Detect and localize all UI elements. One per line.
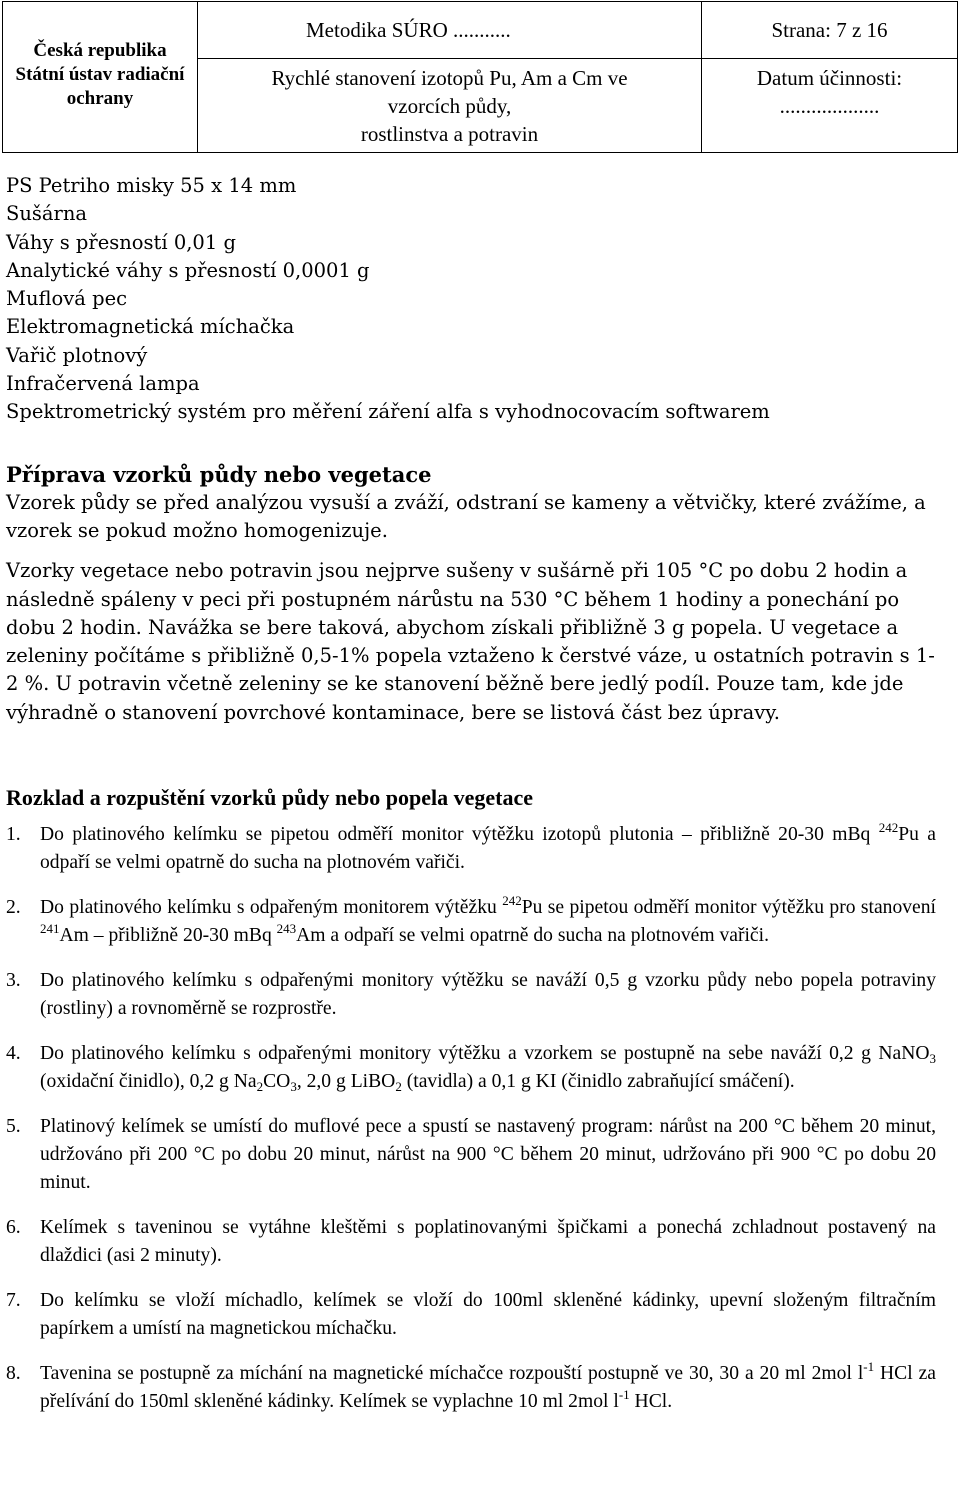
equipment-item: Analytické váhy s přesností 0,0001 g (6, 258, 370, 282)
prep-paragraph-1: Vzorek půdy se před analýzou vysuší a zváží, odstraní se kameny a větvičky, které zvážíme, a vzorek se pokud možno homogenizuje. (6, 490, 926, 542)
step-number: 8. (6, 1363, 21, 1385)
equipment-item: Sušárna (6, 202, 88, 226)
org-line-2: Státní ústav radiační (15, 64, 185, 85)
method-line-2: vzorcích půdy, (387, 94, 512, 118)
procedure-step: 7. Do kelímku se vloží míchadlo, kelímek se vloží do 100ml skleněné kádinky, upevní složeným filtračním papírkem a umístí na magnetickou míchačku. (6, 1287, 936, 1343)
step-number: 7. (6, 1290, 21, 1312)
decomp-heading: Rozklad a rozpuštění vzorků půdy nebo popela vegetace (6, 785, 534, 811)
org-line-1: Česká republika (33, 40, 167, 61)
header-title-cell (198, 2, 702, 152)
equipment-list (6, 172, 936, 427)
equipment-item: Spektrometrický systém pro měření záření alfa s vyhodnocovacím softwarem (6, 400, 770, 424)
step-number: 2. (6, 897, 21, 919)
prep-heading: Příprava vzorků půdy nebo vegetace (6, 461, 432, 487)
equipment-item: Elektromagnetická míchačka (6, 315, 295, 339)
procedure-step: 6. Kelímek s taveninou se vytáhne kleštěmi s poplatinovanými špičkami a ponechá zchladnout postavený na dlaždici (asi 2 minuty). (6, 1214, 936, 1270)
step-number: 5. (6, 1116, 21, 1138)
procedure-step: 1. Do platinového kelímku se pipetou odměří monitor výtěžku izotopů plutonia – přibližně 20-30 mBq $^{242}$Pu a odpaří se velmi opatrně do sucha na plotnovém vařiči. (6, 820, 936, 874)
header-org-cell (3, 2, 198, 152)
equipment-item: Muflová pec (6, 287, 128, 311)
method-line-3: rostlinstva a potravin (360, 122, 539, 146)
page-info: Strana: 7 z 16 (702, 2, 957, 59)
document-body (6, 172, 936, 1433)
equipment-item: Váhy s přesností 0,01 g (6, 230, 236, 254)
effective-date (702, 59, 957, 152)
step-number: 6. (6, 1217, 21, 1239)
step-number: 3. (6, 970, 21, 992)
doc-title: Metodika SÚRO ........... (198, 2, 701, 59)
step-number: 1. (6, 824, 21, 846)
step-number: 4. (6, 1043, 21, 1065)
procedure-step: 3. Do platinového kelímku s odpařenými monitory výtěžku se naváží 0,5 g vzorku půdy nebo popela potraviny (rostliny) a rovnoměrně se rozprostře. (6, 967, 936, 1023)
equipment-item: Vařič plotnový (6, 343, 148, 367)
procedure-step: 4. Do platinového kelímku s odpařenými monitory výtěžku a vzorkem se postupně na sebe naváží 0,2 g NaNO$_3$ (oxidační činidlo), 0,2 g $Na_2CO_3$, 2,0 g LiBO$_2$ (tavidla) a 0,1 g KI (činidlo zabraňující smáčení). (6, 1040, 936, 1096)
prep-paragraph-2: Vzorky vegetace nebo potravin jsou nejprve sušeny v sušárně při 105 °C po dobu 2 hodin a následně spáleny v peci při postupném nárůstu na 530 °C během 1 hodiny a ponechání po dobu 2 hodin. Navážka se bere taková, abychom získali přibližně 3 g popela. U vegetace a zeleniny počítáme s přibližně 0,5-1% popela vztaženo k čerstvé váze, u ostatních potravin s 1-2 %. U potravin včetně zeleniny se ke stanovení běžně bere jedlý podíl. Pouze tam, kde jde výhradně o stanovení povrchové kontaminace, bere se listová část bez úpravy. (6, 559, 935, 724)
procedure-step: 8. Tavenina se postupně za míchání na magnetické míchačce rozpouští postupně ve 30, 30 a 20 ml 2mol $l^{-1}$ HCl za přelívání do 150ml skleněné kádinky. Kelímek se vyplachne 10 ml 2mol $l^{-1}$ HCl. (6, 1359, 936, 1413)
procedure-step: 5. Platinový kelímek se umístí do muflové pece a spustí se nastavený program: nárůst na 200 °C během 20 minut, udržováno při 200 °C po dobu 20 minut, nárůst na 900 °C během 20 minut, udržováno při 900 °C po dobu 20 minut. (6, 1113, 936, 1197)
header-table (2, 1, 958, 153)
effective-label: Datum účinnosti: (756, 66, 903, 90)
header-meta-cell (702, 2, 957, 152)
method-line-1: Rychlé stanovení izotopů Pu, Am a Cm ve (271, 66, 628, 90)
org-line-3: ochrany (66, 88, 134, 109)
equipment-item: PS Petriho misky 55 x 14 mm (6, 174, 297, 197)
procedure-step: 2. Do platinového kelímku s odpařeným monitorem výtěžku $^{242}$Pu se pipetou odměří monitor výtěžku pro stanovení $^{241}$Am – přibližně 20-30 mBq $^{243}$Am a odpaří se velmi opatrně do sucha na plotnovém vařiči. (6, 893, 936, 947)
procedure-list (6, 821, 936, 1416)
effective-value: ................... (779, 94, 880, 118)
method-title (198, 59, 701, 152)
equipment-item: Infračervená lampa (6, 372, 200, 396)
